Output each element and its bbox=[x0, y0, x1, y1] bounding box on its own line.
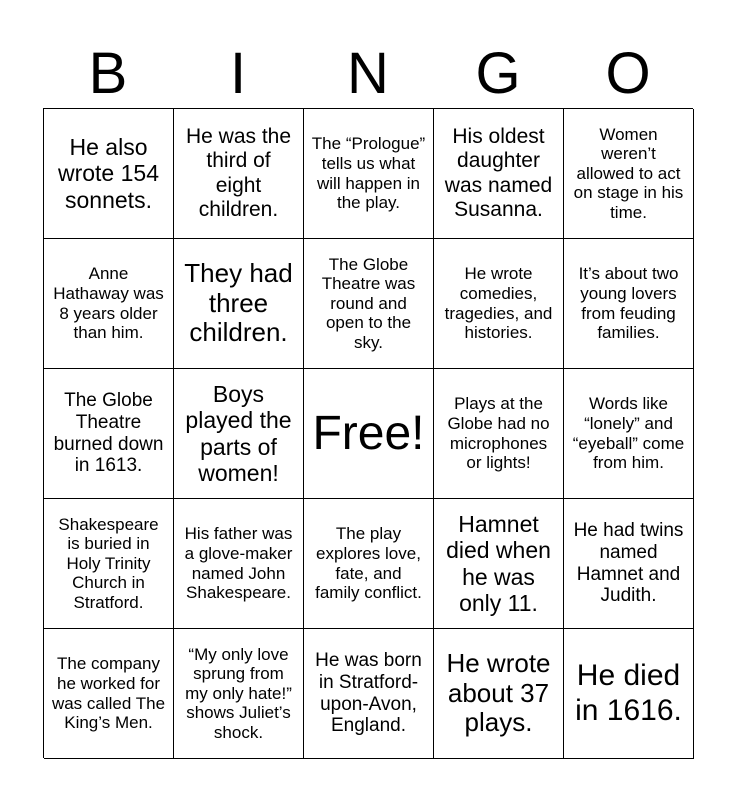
bingo-cell[interactable]: “My only love sprung from my only hate!” shows Juliet’s shock. bbox=[174, 629, 304, 759]
bingo-cell[interactable]: He also wrote 154 sonnets. bbox=[44, 109, 174, 239]
bingo-cell[interactable]: He was born in Stratford-upon-Avon, England. bbox=[304, 629, 434, 759]
header-letter-b: B bbox=[88, 41, 128, 106]
bingo-cell[interactable]: The Globe Theatre burned down in 1613. bbox=[44, 369, 174, 499]
bingo-cell[interactable]: Boys played the parts of women! bbox=[174, 369, 304, 499]
bingo-cell[interactable]: His oldest daughter was named Susanna. bbox=[434, 109, 564, 239]
bingo-cell[interactable]: They had three children. bbox=[174, 239, 304, 369]
header-letter-o: O bbox=[605, 41, 651, 106]
bingo-cell[interactable]: Plays at the Globe had no microphones or lights! bbox=[434, 369, 564, 499]
bingo-header bbox=[43, 40, 693, 108]
bingo-cell[interactable]: He had twins named Hamnet and Judith. bbox=[564, 499, 694, 629]
free-space[interactable]: Free! bbox=[304, 369, 434, 499]
bingo-cell[interactable]: Anne Hathaway was 8 years older than him. bbox=[44, 239, 174, 369]
bingo-cell[interactable]: The company he worked for was called The King’s Men. bbox=[44, 629, 174, 759]
bingo-cell[interactable]: Shakespeare is buried in Holy Trinity Church in Stratford. bbox=[44, 499, 174, 629]
bingo-cell[interactable]: The play explores love, fate, and family conflict. bbox=[304, 499, 434, 629]
bingo-cell[interactable]: The Globe Theatre was round and open to the sky. bbox=[304, 239, 434, 369]
bingo-cell[interactable]: He wrote about 37 plays. bbox=[434, 629, 564, 759]
header-letter-i: I bbox=[229, 41, 247, 106]
bingo-cell[interactable]: Women weren’t allowed to act on stage in his time. bbox=[564, 109, 694, 239]
bingo-cell[interactable]: It’s about two young lovers from feuding families. bbox=[564, 239, 694, 369]
bingo-cell[interactable]: He was the third of eight children. bbox=[174, 109, 304, 239]
bingo-cell[interactable]: His father was a glove-maker named John Shakespeare. bbox=[174, 499, 304, 629]
header-letter-n: N bbox=[347, 41, 389, 106]
bingo-cell[interactable]: Hamnet died when he was only 11. bbox=[434, 499, 564, 629]
bingo-cell[interactable]: Words like “lonely” and “eyeball” come from him. bbox=[564, 369, 694, 499]
bingo-cell[interactable]: He died in 1616. bbox=[564, 629, 694, 759]
bingo-cell[interactable]: The “Prologue” tells us what will happen in the play. bbox=[304, 109, 434, 239]
bingo-board bbox=[43, 108, 693, 758]
header-letter-g: G bbox=[475, 41, 521, 106]
bingo-cell[interactable]: He wrote comedies, tragedies, and histories. bbox=[434, 239, 564, 369]
